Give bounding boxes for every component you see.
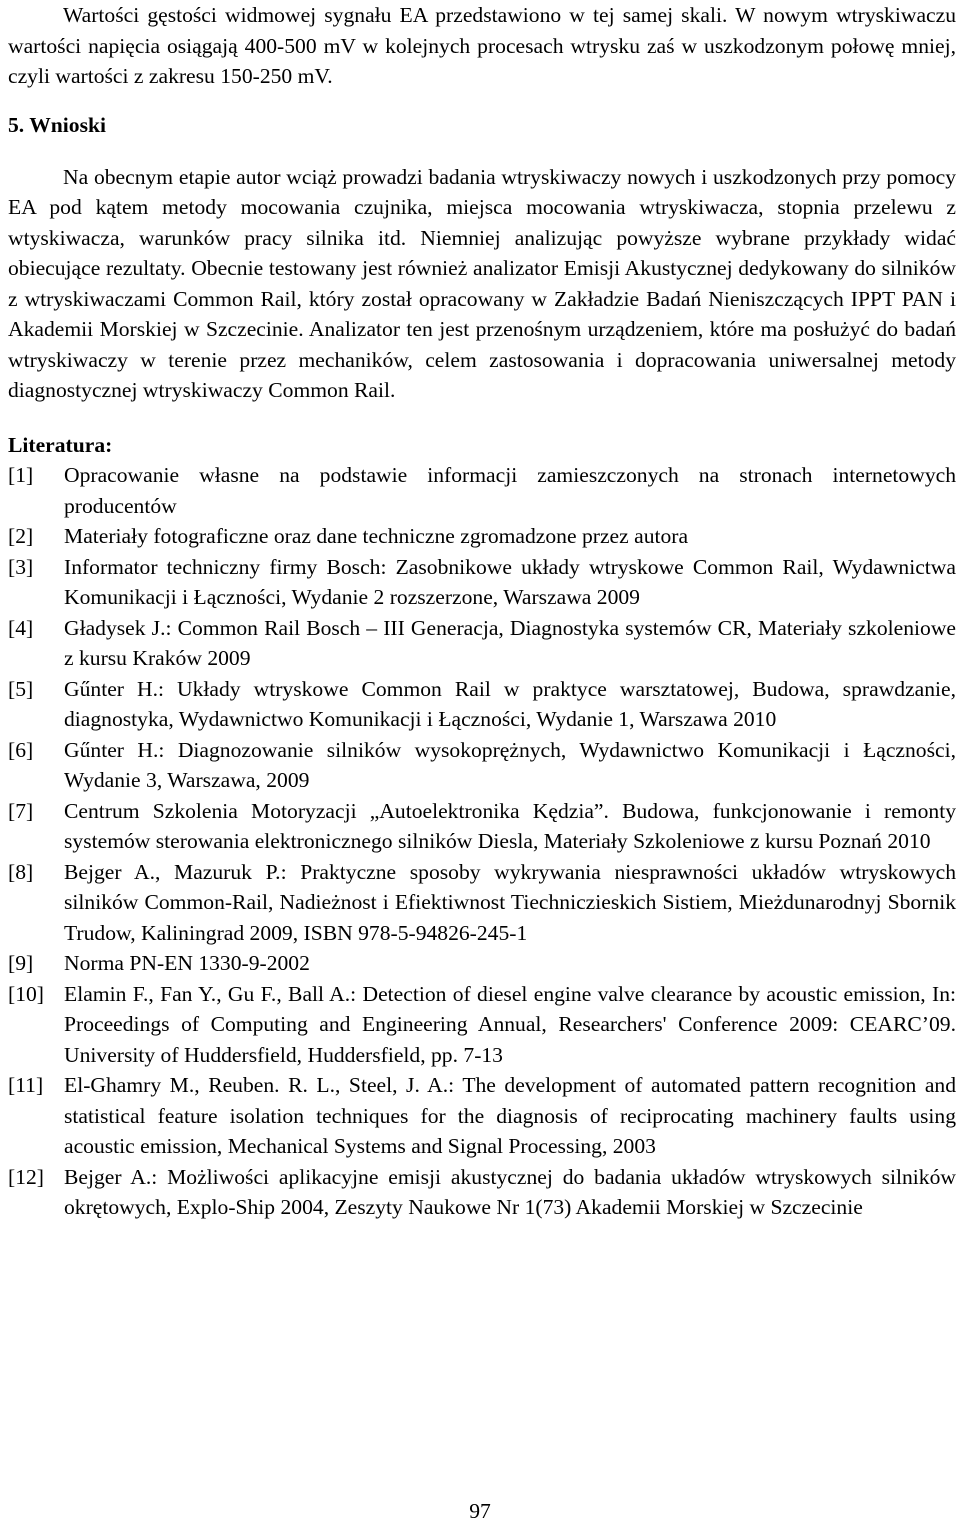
reference-item [8,979,956,1071]
reference-number: [7] [8,798,34,823]
reference-item [8,674,956,735]
reference-number: [2] [8,524,34,549]
reference-number: [1] [8,463,34,488]
reference-text: Opracowanie własne na podstawie informacji zamieszczonych na stronach internetowych producentów [64,463,956,518]
reference-number: [5] [8,676,34,701]
reference-item [8,521,956,552]
reference-number: [8] [8,859,34,884]
conclusions-paragraph: Na obecnym etapie autor wciąż prowadzi badania wtryskiwaczy nowych i uszkodzonych przy pomocy EA pod kątem metody mocowania czujnika, miejsca mocowania wtryskiwacza, stopnia przelewu z wtyskiwacza, warunków pracy silnika itd. Niemniej analizując powyższe wybrane przykłady widać obiecujące rezultaty. Obecnie testowany jest również analizator Emisji Akustycznej dedykowany do silników z wtryskiwaczami Common Rail, który został opracowany w Zakładzie Badań Nieniszczących IPPT PAN i Akademii Morskiej w Szczecinie. Analizator ten jest przenośnym urządzeniem, które ma posłużyć do badań wtryskiwaczy w terenie przez mechaników, celem zastosowania i dopracowania uniwersalnej metody diagnostycznej wtryskiwaczy Common Rail. [8,164,956,403]
top-paragraph: Wartości gęstości widmowej sygnału EA przedstawiono w tej samej skali. W nowym wtryskiwaczu wartości napięcia osiągają 400-500 mV w kolejnych procesach wtrysku zaś w uszkodzonym połowę mniej, czyli wartości z zakresu 150-250 mV. [8,3,956,88]
reference-text: Elamin F., Fan Y., Gu F., Ball A.: Detection of diesel engine valve clearance by acoustic emission, In: Proceedings of Computing and Engineering Annual, Researchers' Conference 2009: CEARC’09. University of Huddersfield, Huddersfield, pp. 7-13 [64,981,956,1067]
reference-number: [6] [8,737,34,762]
reference-item [8,735,956,796]
reference-text: Gűnter H.: Diagnozowanie silników wysokoprężnych, Wydawnictwo Komunikacji i Łączności, Wydanie 3, Warszawa, 2009 [64,737,956,793]
page-number: 97 [469,1499,491,1523]
reference-item [8,948,956,979]
reference-text: Norma PN-EN 1330-9-2002 [64,951,310,976]
reference-number: [12] [8,1164,44,1189]
reference-text: Bejger A., Mazuruk P.: Praktyczne sposoby wykrywania niesprawności układów wtryskowych silników Common-Rail, Nadieżnost i Efiektiwnost Tiechniczieskich Sistiem, Mieżdunarodnyj Sbornik Trudow, Kaliningrad 2009, ISBN 978-5-94826-245-1 [64,859,956,945]
reference-item [8,1070,956,1162]
reference-text: Materiały fotograficzne oraz dane techniczne zgromadzone przez autora [64,524,689,549]
reference-text: Gűnter H.: Układy wtryskowe Common Rail w praktyce warsztatowej, Budowa, sprawdzanie, diagnostyka, Wydawnictwo Komunikacji i Łączności, Wydanie 1, Warszawa 2010 [64,676,956,732]
reference-text: Gładysek J.: Common Rail Bosch – III Generacja, Diagnostyka systemów CR, Materiały szkoleniowe z kursu Kraków 2009 [64,615,956,671]
reference-item [8,552,956,613]
reference-text: Informator techniczny firmy Bosch: Zasobnikowe układy wtryskowe Common Rail, Wydawnictwa Komunikacji i Łączności, Wydanie 2 rozszerzone, Warszawa 2009 [64,554,956,610]
reference-number: [9] [8,951,34,976]
document-page [8,0,956,1223]
reference-item [8,857,956,949]
reference-item [8,460,956,521]
reference-text: Bejger A.: Możliwości aplikacyjne emisji akustycznej do badania układów wtryskowych silników okrętowych, Explo-Ship 2004, Zeszyty Naukowe Nr 1(73) Akademii Morskiej w Szczecinie [64,1164,956,1220]
reference-text: Centrum Szkolenia Motoryzacji „Autoelektronika Kędzia”. Budowa, funkcjonowanie i remonty systemów sterowania elektronicznego silników Diesla, Materiały Szkoleniowe z kursu Poznań 2010 [64,798,956,854]
reference-number: [11] [8,1073,44,1098]
reference-number: [10] [8,981,44,1006]
literature-heading: Literatura: [8,432,113,457]
reference-item [8,613,956,674]
reference-list [8,460,956,1223]
reference-item [8,1162,956,1223]
section-heading: 5. Wnioski [8,112,107,137]
reference-number: [3] [8,554,34,579]
reference-number: [4] [8,615,34,640]
reference-text: El-Ghamry M., Reuben. R. L., Steel, J. A.: The development of automated pattern recognition and statistical feature isolation techniques for the diagnosis of reciprocating machinery faults using acoustic emission, Mechanical Systems and Signal Processing, 2003 [64,1073,956,1159]
reference-item [8,796,956,857]
